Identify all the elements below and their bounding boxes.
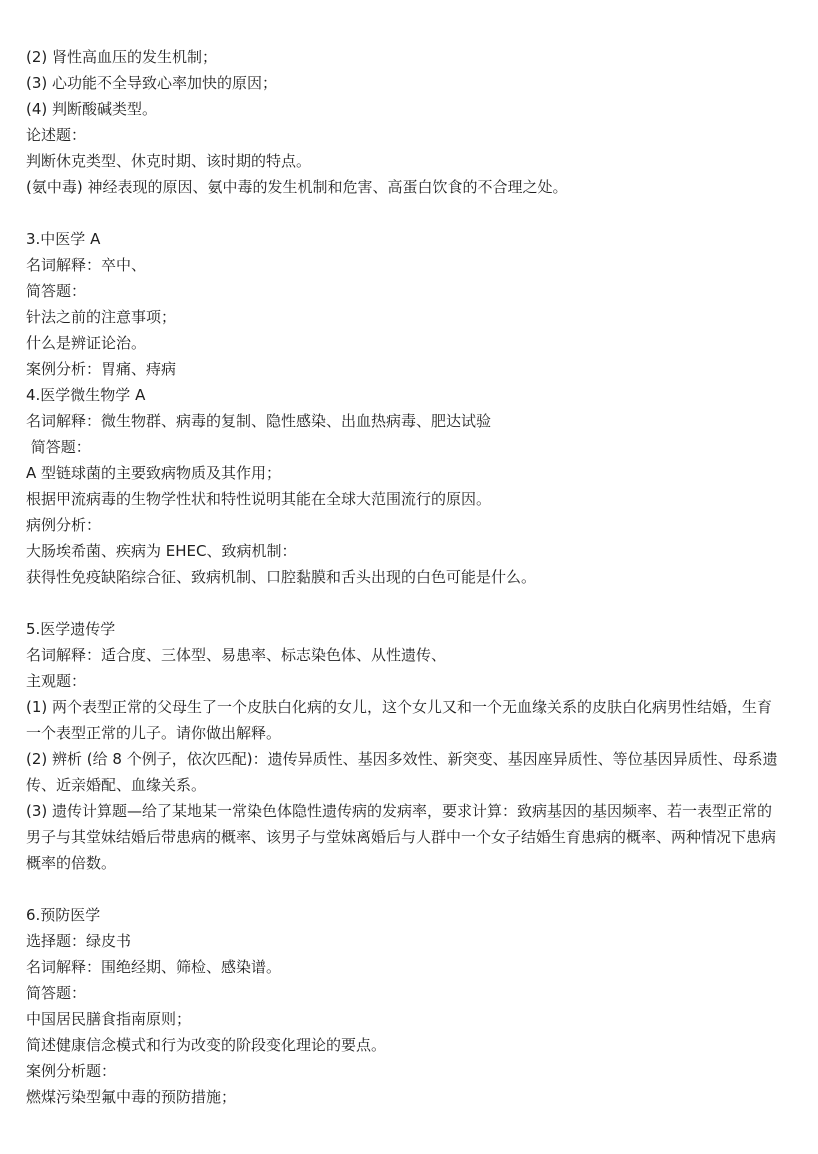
blank-line xyxy=(26,590,778,616)
section-heading: 5.医学遗传学 xyxy=(26,620,116,638)
text-line: 简述健康信念模式和行为改变的阶段变化理论的要点。 xyxy=(26,1036,387,1054)
text-line: (2) 肾性高血压的发生机制； xyxy=(26,48,218,66)
section-label: 病例分析： xyxy=(26,516,102,534)
section-label: 简答题： xyxy=(26,984,87,1002)
section-label: 主观题： xyxy=(26,672,87,690)
text-line: 选择题：绿皮书 xyxy=(26,932,132,950)
section-heading: 4.医学微生物学 A xyxy=(26,386,146,404)
section-heading: 6.预防医学 xyxy=(26,906,101,924)
text-line: 大肠埃希菌、疾病为 EHEC、致病机制： xyxy=(26,542,297,560)
text-line: 燃煤污染型氟中毒的预防措施； xyxy=(26,1088,237,1106)
text-paragraph: (2) 辨析 (给 8 个例子，依次匹配)：遗传异质性、基因多效性、新突变、基因座异质性、等位基因异质性、母系遗传、近亲婚配、血缘关系。 xyxy=(26,750,778,794)
section-label: 论述题： xyxy=(26,126,87,144)
text-line: (3) 心功能不全导致心率加快的原因； xyxy=(26,74,278,92)
text-line: 什么是辨证论治。 xyxy=(26,334,147,352)
section-heading: 3.中医学 A xyxy=(26,230,101,248)
text-paragraph: (1) 两个表型正常的父母生了一个皮肤白化病的女儿，这个女儿又和一个无血缘关系的皮肤白化病男性结婚，生育一个表型正常的儿子。请你做出解释。 xyxy=(26,698,773,742)
text-line: 名词解释：微生物群、病毒的复制、隐性感染、出血热病毒、肥达试验 xyxy=(26,412,492,430)
text-line: 名词解释：适合度、三体型、易患率、标志染色体、从性遗传、 xyxy=(26,646,447,664)
text-line: 获得性免疫缺陷综合征、致病机制、口腔黏膜和舌头出现的白色可能是什么。 xyxy=(26,568,537,586)
blank-line xyxy=(26,876,778,902)
text-paragraph: (3) 遗传计算题—给了某地某一常染色体隐性遗传病的发病率，要求计算：致病基因的基因频率、若一表型正常的男子与其堂妹结婚后带患病的概率、该男子与堂妹离婚后与人群中一个女子结婚生育患病的概率、两种情况下患病概率的倍数。 xyxy=(26,802,777,872)
section-label: 简答题： xyxy=(26,438,91,456)
text-line: 判断休克类型、休克时期、该时期的特点。 xyxy=(26,152,312,170)
section-label: 案例分析题： xyxy=(26,1062,117,1080)
text-line: 中国居民膳食指南原则； xyxy=(26,1010,192,1028)
section-label: 简答题： xyxy=(26,282,87,300)
text-line: (4) 判断酸碱类型。 xyxy=(26,100,158,118)
text-line: 名词解释：围绝经期、筛检、感染谱。 xyxy=(26,958,282,976)
text-line: 案例分析：胃痛、痔病 xyxy=(26,360,177,378)
text-line: A 型链球菌的主要致病物质及其作用； xyxy=(26,464,282,482)
text-line: 针法之前的注意事项； xyxy=(26,308,177,326)
blank-line xyxy=(26,200,778,226)
text-line: 名词解释：卒中、 xyxy=(26,256,147,274)
text-line: (氨中毒) 神经表现的原因、氨中毒的发生机制和危害、高蛋白饮食的不合理之处。 xyxy=(26,178,568,196)
text-line: 根据甲流病毒的生物学性状和特性说明其能在全球大范围流行的原因。 xyxy=(26,490,492,508)
